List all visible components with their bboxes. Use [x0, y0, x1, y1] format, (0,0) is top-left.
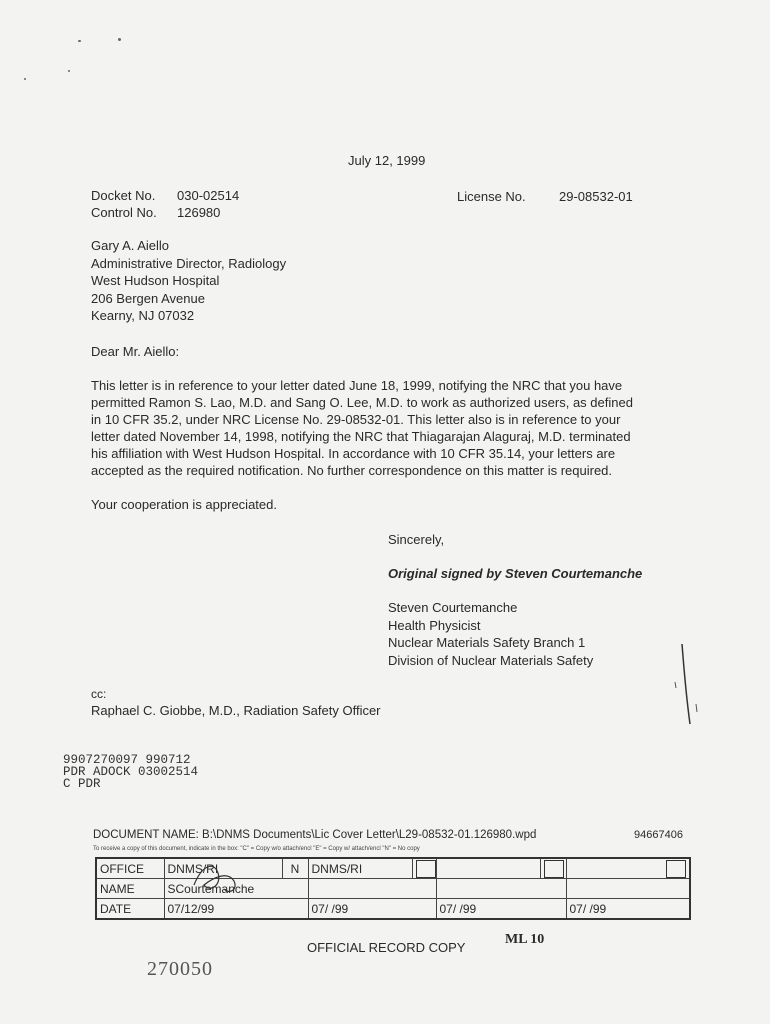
- name-row: [96, 879, 690, 899]
- filing-code-line: C PDR: [63, 777, 101, 791]
- cooperation-line: Your cooperation is appreciated.: [91, 497, 277, 512]
- scan-speck: [68, 70, 70, 72]
- copy-code-box: [566, 858, 690, 879]
- copy-code-box: [412, 858, 436, 879]
- office-row: [96, 858, 690, 879]
- license-value: 29-08532-01: [559, 189, 633, 204]
- body-paragraph: [91, 377, 671, 479]
- addressee-line: Gary A. Aiello: [91, 238, 170, 253]
- salutation: Dear Mr. Aiello:: [91, 344, 180, 359]
- original-signed-note: Original signed by Steven Courtemanche: [388, 566, 643, 581]
- body-line: letter dated November 14, 1998, notifying the NRC that Thiagarajan Alaguraj, M.D. terminated: [91, 429, 631, 444]
- name-label: NAME: [96, 879, 164, 899]
- filing-code-line: PDR ADOCK 03002514: [63, 765, 199, 779]
- body-line: This letter is in reference to your letter dated June 18, 1999, notifying the NRC that you have: [91, 378, 623, 393]
- letter-date: July 12, 1999: [348, 153, 426, 168]
- office-cell: [436, 858, 540, 879]
- addressee-line: Kearny, NJ 07032: [91, 308, 195, 323]
- docket-label: Docket No.: [91, 188, 156, 203]
- control-value: 126980: [177, 205, 221, 220]
- copy-code-cell: N: [282, 858, 308, 879]
- margin-pen-mark: [672, 640, 702, 730]
- document-name: DOCUMENT NAME: B:\DNMS Documents\Lic Cover Letter\L29-08532-01.126980.wpd: [93, 829, 537, 841]
- scan-speck: [24, 78, 26, 80]
- date-row: [96, 899, 690, 920]
- signer-line: Health Physicist: [388, 617, 481, 633]
- cc-label: cc:: [91, 687, 107, 701]
- copy-code-checkbox: [666, 860, 686, 878]
- body-line: permitted Ramon S. Lao, M.D. and Sang O. Lee, M.D. to work as authorized users, as defined: [91, 395, 633, 410]
- body-line: accepted as the required notification. No further correspondence on this matter is required.: [91, 463, 613, 478]
- body-line: in 10 CFR 35.2, under NRC License No. 29-08532-01. This letter also is in reference to your: [91, 412, 621, 427]
- stamp-number: 270050: [147, 958, 213, 980]
- scan-speck: [118, 38, 121, 41]
- name-cell: [308, 879, 436, 899]
- closing: Sincerely,: [388, 532, 445, 547]
- official-record-copy: OFFICIAL RECORD COPY: [307, 940, 466, 955]
- date-cell: 07/ /99: [436, 899, 566, 920]
- signature-block: [388, 599, 593, 669]
- copy-code-box: [540, 858, 566, 879]
- copy-code-checkbox: [416, 860, 436, 878]
- office-cell: DNMS/RI: [164, 858, 282, 879]
- addressee-line: West Hudson Hospital: [91, 273, 220, 288]
- name-cell: SCourtemanche: [164, 879, 308, 899]
- signer-line: Steven Courtemanche: [388, 600, 518, 615]
- docket-value: 030-02514: [177, 188, 240, 203]
- document-number: 94667406: [634, 829, 683, 841]
- control-label: Control No.: [91, 205, 157, 220]
- date-cell: 07/12/99: [164, 899, 308, 920]
- office-label: OFFICE: [96, 858, 164, 879]
- handwritten-initials: [188, 855, 258, 905]
- signer-line: Division of Nuclear Materials Safety: [388, 652, 594, 668]
- date-cell: 07/ /99: [566, 899, 690, 920]
- office-cell: DNMS/RI: [308, 858, 412, 879]
- addressee-line: 206 Bergen Avenue: [91, 290, 205, 306]
- addressee-line: Administrative Director, Radiology: [91, 255, 287, 271]
- signer-line: Nuclear Materials Safety Branch 1: [388, 635, 586, 650]
- ml-mark: ML 10: [505, 932, 545, 947]
- date-label: DATE: [96, 899, 164, 920]
- date-cell: 07/ /99: [308, 899, 436, 920]
- addressee-block: [91, 237, 286, 325]
- name-cell: [436, 879, 566, 899]
- scan-speck: [78, 40, 81, 42]
- name-cell: [566, 879, 690, 899]
- filing-code-line: 9907270097 990712: [63, 753, 191, 767]
- license-label: License No.: [457, 189, 526, 204]
- cc-recipient: Raphael C. Giobbe, M.D., Radiation Safety Officer: [91, 703, 381, 718]
- copy-code-checkbox: [544, 860, 564, 878]
- body-line: his affiliation with West Hudson Hospital. In accordance with 10 CFR 35.14, your letters are: [91, 446, 616, 461]
- copy-instructions: To receive a copy of this document, indicate in the box: "C" = Copy w/o attach/encl "E" = Copy w/ attach/encl "N" = No copy: [93, 846, 420, 852]
- concurrence-table: [95, 857, 691, 920]
